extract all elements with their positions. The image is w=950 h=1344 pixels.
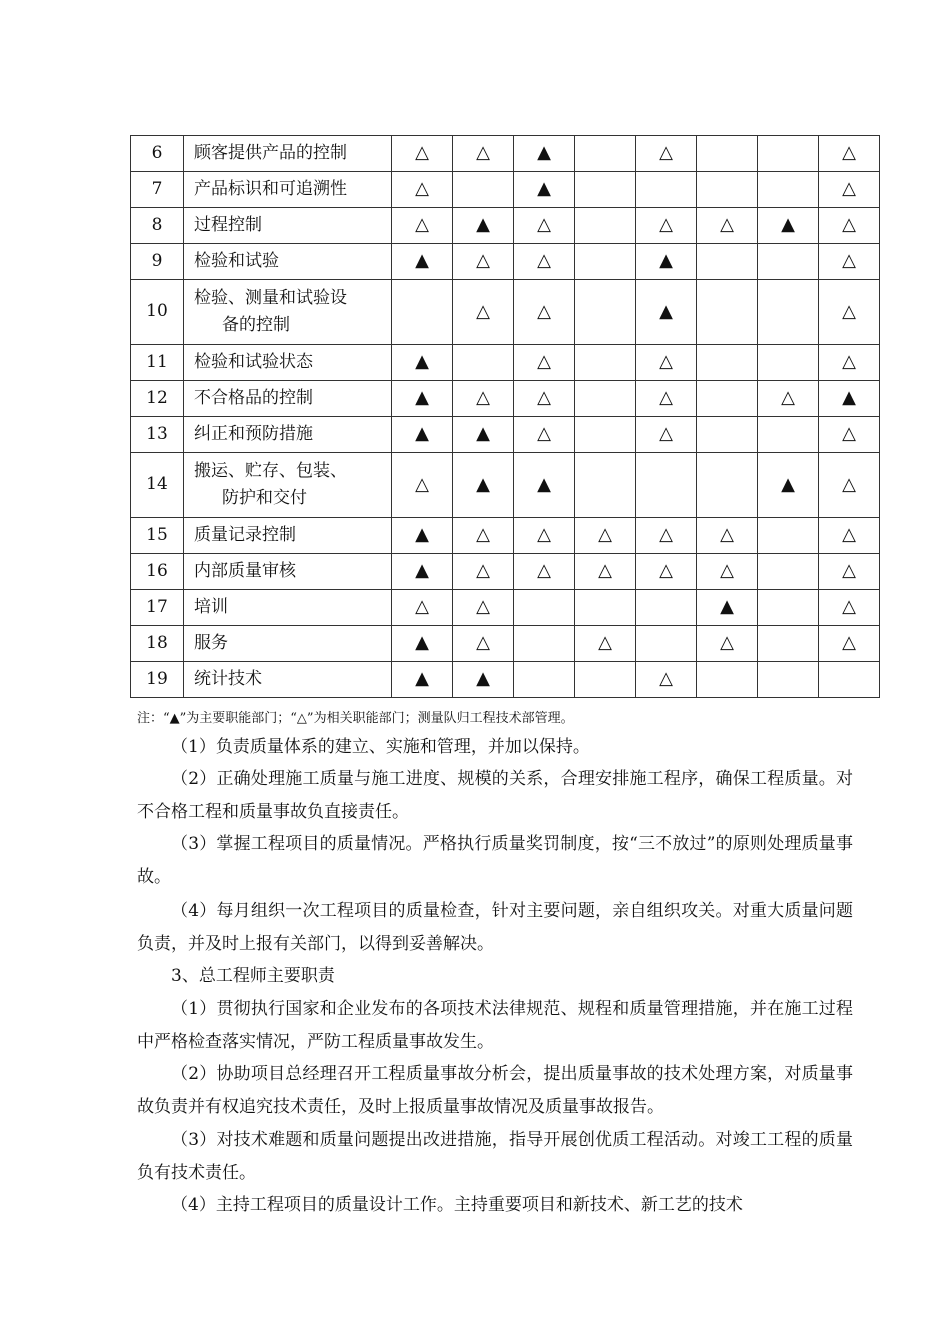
related-responsibility-mark: △: [819, 172, 880, 208]
row-number-cell: 16: [131, 554, 184, 590]
empty-cell: [636, 626, 697, 662]
table-row: [131, 590, 880, 626]
empty-cell: [697, 172, 758, 208]
related-responsibility-mark: △: [697, 518, 758, 554]
empty-cell: [758, 345, 819, 381]
related-responsibility-mark: △: [514, 417, 575, 453]
primary-responsibility-mark: ▲: [697, 590, 758, 626]
primary-responsibility-mark: ▲: [392, 626, 453, 662]
quality-element-label: 顾客提供产品的控制: [194, 142, 347, 163]
empty-cell: [636, 453, 697, 518]
paragraph-4: （4）每月组织一次工程项目的质量检查，针对主要问题，亲自组织攻关。对重大质量问题负责，并及时上报有关部门，以得到妥善解决。: [137, 901, 853, 954]
related-responsibility-mark: △: [453, 626, 514, 662]
related-responsibility-mark: △: [453, 381, 514, 417]
related-responsibility-mark: △: [819, 590, 880, 626]
table-row: [131, 136, 880, 172]
empty-cell: [697, 280, 758, 345]
row-number-cell: 9: [131, 244, 184, 280]
empty-cell: [758, 417, 819, 453]
row-number-cell: 11: [131, 345, 184, 381]
table-row: [131, 518, 880, 554]
related-responsibility-mark: △: [392, 590, 453, 626]
primary-responsibility-mark: ▲: [392, 417, 453, 453]
empty-cell: [758, 244, 819, 280]
table-body: [131, 136, 880, 698]
empty-cell: [697, 244, 758, 280]
primary-responsibility-mark: ▲: [514, 453, 575, 518]
related-responsibility-mark: △: [819, 417, 880, 453]
table-row: [131, 280, 880, 345]
empty-cell: [575, 590, 636, 626]
empty-cell: [697, 136, 758, 172]
related-responsibility-mark: △: [819, 554, 880, 590]
table-row: [131, 554, 880, 590]
row-number-cell: 12: [131, 381, 184, 417]
related-responsibility-mark: △: [819, 626, 880, 662]
quality-element-label: 培训: [194, 596, 228, 617]
empty-cell: [758, 626, 819, 662]
row-number-cell: 18: [131, 626, 184, 662]
quality-element-label: 产品标识和可追溯性: [194, 178, 347, 199]
empty-cell: [575, 417, 636, 453]
related-responsibility-mark: △: [636, 518, 697, 554]
related-responsibility-mark: △: [819, 136, 880, 172]
related-responsibility-mark: △: [758, 381, 819, 417]
primary-responsibility-mark: ▲: [392, 244, 453, 280]
empty-cell: [697, 345, 758, 381]
quality-element-label: 检验和试验状态: [194, 351, 313, 372]
empty-cell: [758, 172, 819, 208]
section-heading-3: 3、总工程师主要职责: [171, 966, 335, 986]
empty-cell: [697, 417, 758, 453]
related-responsibility-mark: △: [453, 554, 514, 590]
empty-cell: [575, 453, 636, 518]
related-responsibility-mark: △: [575, 554, 636, 590]
related-responsibility-mark: △: [697, 554, 758, 590]
quality-element-label: 不合格品的控制: [194, 387, 313, 408]
empty-cell: [575, 244, 636, 280]
empty-cell: [636, 172, 697, 208]
empty-cell: [758, 518, 819, 554]
empty-cell: [697, 662, 758, 698]
empty-cell: [514, 590, 575, 626]
table-row: [131, 626, 880, 662]
quality-element-label: 统计技术: [194, 668, 262, 689]
related-responsibility-mark: △: [514, 208, 575, 244]
related-responsibility-mark: △: [514, 554, 575, 590]
empty-cell: [575, 208, 636, 244]
related-responsibility-mark: △: [453, 244, 514, 280]
related-responsibility-mark: △: [453, 136, 514, 172]
paragraph-chief-engineer-2: （2）协助项目总经理召开工程质量事故分析会，提出质量事故的技术处理方案，对质量事故负责并有权追究技术责任，及时上报质量事故情况及质量事故报告。: [137, 1064, 853, 1117]
related-responsibility-mark: △: [575, 518, 636, 554]
table-row: [131, 345, 880, 381]
empty-cell: [758, 590, 819, 626]
related-responsibility-mark: △: [514, 280, 575, 345]
quality-element-label: 纠正和预防措施: [194, 423, 313, 444]
quality-element-cell: [184, 626, 392, 662]
related-responsibility-mark: △: [392, 172, 453, 208]
related-responsibility-mark: △: [514, 518, 575, 554]
quality-element-cell: [184, 172, 392, 208]
related-responsibility-mark: △: [636, 417, 697, 453]
empty-cell: [453, 345, 514, 381]
table-row: [131, 381, 880, 417]
quality-element-cell: [184, 136, 392, 172]
related-responsibility-mark: △: [453, 590, 514, 626]
related-responsibility-mark: △: [819, 244, 880, 280]
row-number-cell: 10: [131, 280, 184, 345]
related-responsibility-mark: △: [819, 208, 880, 244]
table-row: [131, 244, 880, 280]
quality-element-label-continued: 防护和交付: [222, 488, 307, 508]
table-row: [131, 172, 880, 208]
empty-cell: [636, 590, 697, 626]
primary-responsibility-mark: ▲: [819, 381, 880, 417]
paragraph-2: （2）正确处理施工质量与施工进度、规模的关系，合理安排施工程序，确保工程质量。对不合格工程和质量事故负直接责任。: [137, 769, 853, 822]
empty-cell: [758, 554, 819, 590]
row-number-cell: 6: [131, 136, 184, 172]
quality-element-cell: [184, 381, 392, 417]
quality-element-cell: [184, 280, 392, 345]
quality-element-label: 检验和试验: [194, 250, 279, 271]
related-responsibility-mark: △: [453, 280, 514, 345]
primary-responsibility-mark: ▲: [392, 554, 453, 590]
primary-responsibility-mark: ▲: [758, 208, 819, 244]
responsibility-matrix-table: [130, 135, 880, 698]
paragraph-chief-engineer-1: （1）贯彻执行国家和企业发布的各项技术法律规范、规程和质量管理措施，并在施工过程中严格检查落实情况，严防工程质量事故发生。: [137, 999, 853, 1052]
related-responsibility-mark: △: [697, 208, 758, 244]
table-row: [131, 662, 880, 698]
empty-cell: [758, 280, 819, 345]
quality-element-label: 检验、测量和试验设: [194, 287, 347, 308]
primary-responsibility-mark: ▲: [392, 345, 453, 381]
table-note: 注：“▲”为主要职能部门；“△”为相关职能部门；测量队归工程技术部管理。: [137, 711, 574, 726]
primary-responsibility-mark: ▲: [453, 662, 514, 698]
related-responsibility-mark: △: [636, 208, 697, 244]
primary-responsibility-mark: ▲: [392, 662, 453, 698]
paragraph-3: （3）掌握工程项目的质量情况。严格执行质量奖罚制度，按“三不放过”的原则处理质量事故。: [137, 834, 853, 887]
primary-responsibility-mark: ▲: [636, 280, 697, 345]
related-responsibility-mark: △: [636, 381, 697, 417]
quality-element-cell: [184, 662, 392, 698]
quality-element-cell: [184, 453, 392, 518]
empty-cell: [575, 136, 636, 172]
empty-cell: [575, 662, 636, 698]
related-responsibility-mark: △: [636, 554, 697, 590]
quality-element-label: 服务: [194, 632, 228, 653]
related-responsibility-mark: △: [575, 626, 636, 662]
table-row: [131, 417, 880, 453]
quality-element-label: 质量记录控制: [194, 524, 296, 545]
quality-element-label-continued: 备的控制: [222, 315, 290, 335]
related-responsibility-mark: △: [636, 662, 697, 698]
related-responsibility-mark: △: [453, 518, 514, 554]
quality-element-cell: [184, 244, 392, 280]
row-number-cell: 15: [131, 518, 184, 554]
row-number-cell: 17: [131, 590, 184, 626]
quality-element-cell: [184, 417, 392, 453]
paragraph-1: （1）负责质量体系的建立、实施和管理，并加以保持。: [171, 737, 590, 757]
primary-responsibility-mark: ▲: [392, 381, 453, 417]
paragraph-chief-engineer-4: （4）主持工程项目的质量设计工作。主持重要项目和新技术、新工艺的技术: [171, 1195, 743, 1215]
quality-element-cell: [184, 345, 392, 381]
empty-cell: [697, 453, 758, 518]
primary-responsibility-mark: ▲: [453, 453, 514, 518]
related-responsibility-mark: △: [514, 381, 575, 417]
primary-responsibility-mark: ▲: [636, 244, 697, 280]
primary-responsibility-mark: ▲: [514, 136, 575, 172]
empty-cell: [575, 280, 636, 345]
row-number-cell: 8: [131, 208, 184, 244]
quality-element-cell: [184, 208, 392, 244]
table-row: [131, 453, 880, 518]
quality-element-cell: [184, 554, 392, 590]
related-responsibility-mark: △: [636, 345, 697, 381]
related-responsibility-mark: △: [819, 453, 880, 518]
empty-cell: [819, 662, 880, 698]
quality-element-cell: [184, 590, 392, 626]
empty-cell: [697, 381, 758, 417]
related-responsibility-mark: △: [819, 280, 880, 345]
primary-responsibility-mark: ▲: [453, 208, 514, 244]
empty-cell: [392, 280, 453, 345]
empty-cell: [453, 172, 514, 208]
quality-element-cell: [184, 518, 392, 554]
primary-responsibility-mark: ▲: [453, 417, 514, 453]
empty-cell: [514, 626, 575, 662]
empty-cell: [575, 381, 636, 417]
related-responsibility-mark: △: [392, 453, 453, 518]
row-number-cell: 19: [131, 662, 184, 698]
related-responsibility-mark: △: [392, 208, 453, 244]
row-number-cell: 14: [131, 453, 184, 518]
primary-responsibility-mark: ▲: [758, 453, 819, 518]
empty-cell: [575, 345, 636, 381]
related-responsibility-mark: △: [514, 244, 575, 280]
empty-cell: [758, 662, 819, 698]
empty-cell: [758, 136, 819, 172]
row-number-cell: 13: [131, 417, 184, 453]
row-number-cell: 7: [131, 172, 184, 208]
related-responsibility-mark: △: [697, 626, 758, 662]
quality-element-label: 过程控制: [194, 214, 262, 235]
primary-responsibility-mark: ▲: [514, 172, 575, 208]
quality-element-label: 内部质量审核: [194, 560, 296, 581]
related-responsibility-mark: △: [392, 136, 453, 172]
paragraph-chief-engineer-3: （3）对技术难题和质量问题提出改进措施，指导开展创优质工程活动。对竣工工程的质量负有技术责任。: [137, 1130, 853, 1183]
related-responsibility-mark: △: [819, 345, 880, 381]
quality-element-label: 搬运、贮存、包装、: [194, 460, 347, 481]
related-responsibility-mark: △: [514, 345, 575, 381]
table-row: [131, 208, 880, 244]
related-responsibility-mark: △: [636, 136, 697, 172]
primary-responsibility-mark: ▲: [392, 518, 453, 554]
empty-cell: [575, 172, 636, 208]
empty-cell: [514, 662, 575, 698]
related-responsibility-mark: △: [819, 518, 880, 554]
